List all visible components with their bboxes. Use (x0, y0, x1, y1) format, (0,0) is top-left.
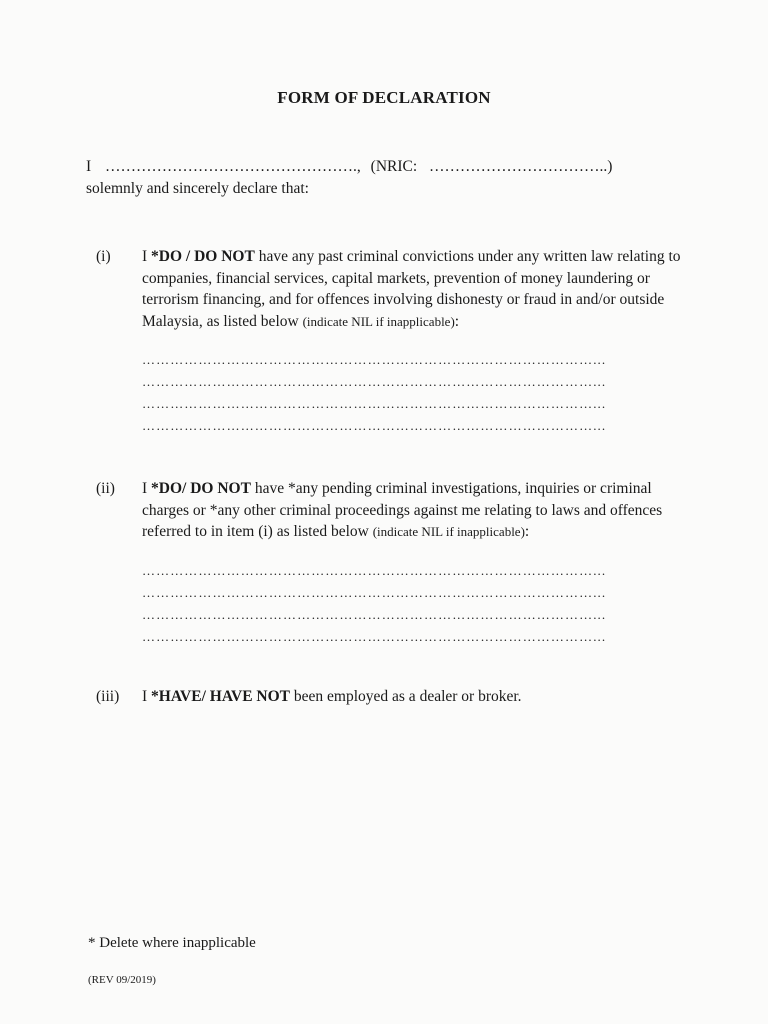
item-prefix: I (142, 480, 152, 497)
item-note: (indicate NIL if inapplicable) (302, 313, 455, 329)
item-number: (ii) (96, 480, 115, 497)
answer-line: ……………………………………………………………………………………... (142, 607, 607, 622)
item-note: (indicate NIL if inapplicable) (372, 524, 525, 539)
answer-line: ……………………………………………………………………………………... (142, 352, 607, 367)
item-number: (i) (96, 248, 111, 265)
declarant-line (86, 158, 686, 176)
item-end: : (454, 312, 460, 330)
footnote: * Delete where inapplicable (88, 935, 256, 951)
item-text (142, 246, 682, 332)
declare-statement: solemnly and sincerely declare that: (86, 180, 309, 197)
answer-line: ……………………………………………………………………………………... (142, 563, 607, 578)
item-choice: *DO/ DO NOT (151, 480, 251, 497)
item-body: have any past criminal convictions under any written law relating to companies, financial services, capital markets, prevention of money laundering or terrorism financing, and for offences involving dishonesty or fraud in and/or outside Malaysia, as listed below (142, 248, 681, 330)
page-title: FORM OF DECLARATION (277, 88, 491, 107)
item-number: (iii) (96, 688, 120, 705)
answer-line: ……………………………………………………………………………………... (142, 374, 607, 389)
item-choice: *DO / DO NOT (151, 248, 255, 265)
answer-line: ……………………………………………………………………………………... (142, 629, 607, 644)
item-prefix: I (142, 248, 152, 265)
item-end: : (524, 523, 530, 540)
item-text (142, 686, 682, 708)
item-body: been employed as a dealer or broker. (290, 688, 522, 705)
answer-line: ……………………………………………………………………………………... (142, 418, 607, 433)
declarant-name-blank: …………………………………………., (105, 158, 361, 175)
revision-label: (REV 09/2019) (88, 974, 156, 986)
item-text (142, 478, 682, 543)
item-choice: *HAVE/ HAVE NOT (151, 688, 291, 705)
answer-line: ……………………………………………………………………………………... (142, 396, 607, 411)
item-body: have *any pending criminal investigations, inquiries or criminal charges or *any other criminal proceedings against me relating to laws and offences referred to in item (i) as listed below (142, 480, 663, 540)
answer-line: ……………………………………………………………………………………... (142, 585, 607, 600)
declarant-prefix: I (86, 158, 92, 175)
item-prefix: I (142, 688, 152, 705)
nric-label: (NRIC: (370, 158, 418, 175)
nric-blank: ……………………………..) (429, 158, 613, 175)
